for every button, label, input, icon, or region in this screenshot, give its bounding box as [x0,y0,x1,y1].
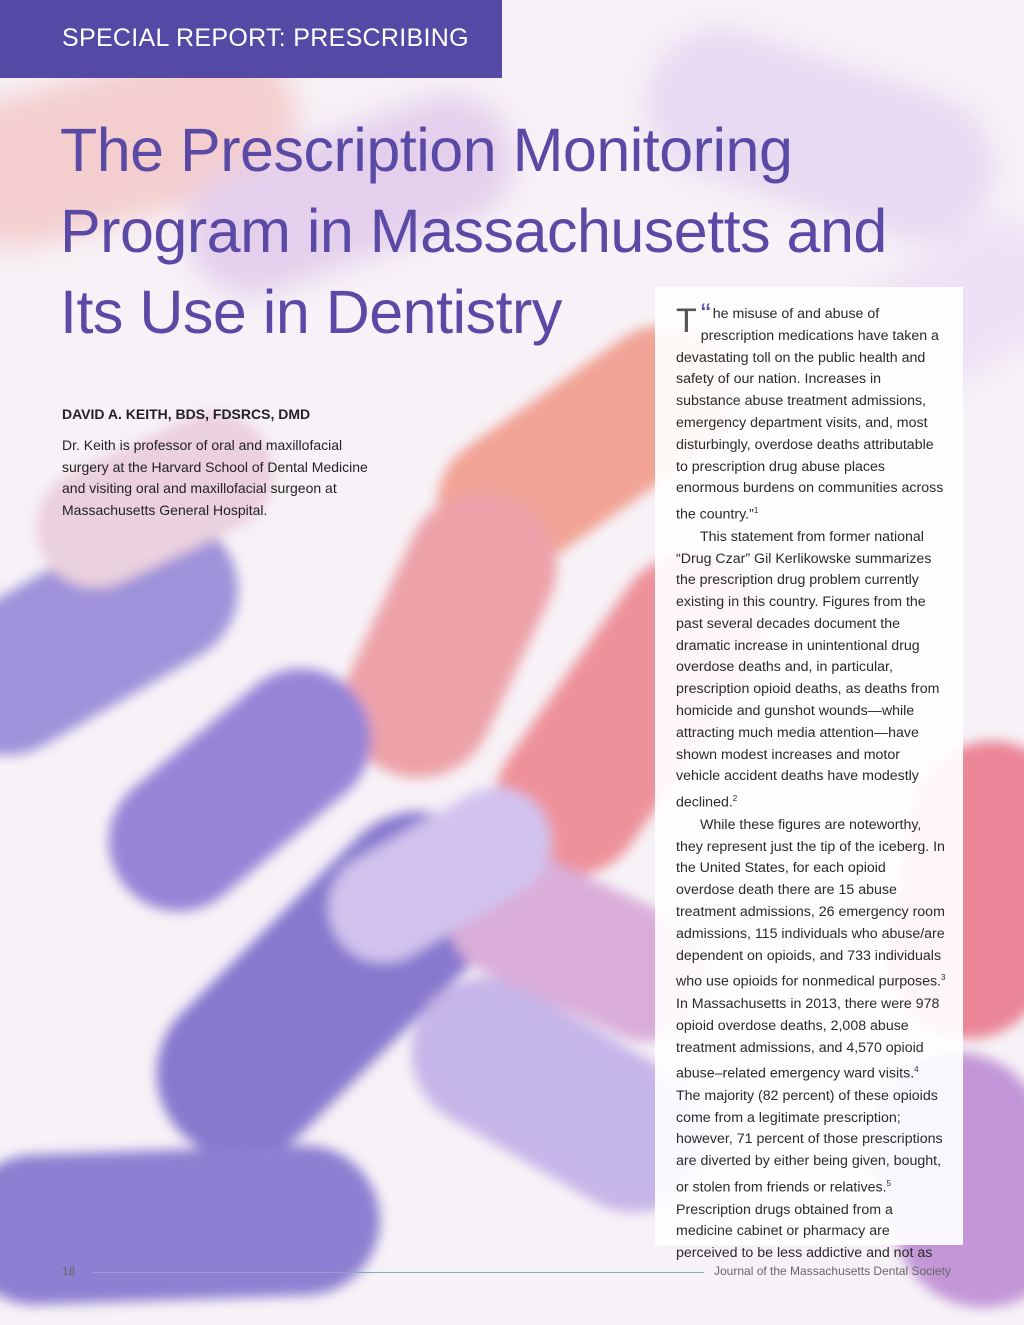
section-label: SPECIAL REPORT: PRESCRIBING [62,24,469,52]
drop-cap: T [676,302,697,340]
footnote-ref: 5 [886,1179,891,1189]
paragraph-text: he misuse of and abuse of prescription medications have taken a devastating toll on the public health and safety of our nation. Increases in substance abuse treatment admissions, emergency department visits, and, most disturbingly, overdose deaths attributable to prescription drug abuse places enormous burdens on communities across the country.” [676,306,944,523]
page-number: 18 [62,1264,76,1278]
article-title: The Prescription Monitoring Program in Massachusetts and Its Use in Dentistry [60,116,887,346]
footnote-ref: 3 [941,973,946,983]
footer-rule [92,1272,704,1273]
article-body [676,298,946,1265]
footnote-ref: 2 [732,794,738,804]
paragraph-text: Prescription drugs obtained from a medicine cabinet or pharmacy are perceived to be less addictive and not as [676,1201,933,1262]
journal-name: Journal of the Massachusetts Dental Society [714,1264,951,1278]
paragraph-text: The majority (82 percent) of these opioids come from a legitimate prescription; however, 71 percent of those prescriptions are diverted by either being given, bought, or stolen from friends or relatives. [676,1087,943,1196]
footnote-ref: 1 [753,506,759,516]
paragraph [676,815,946,1265]
author-bio: Dr. Keith is professor of oral and maxillofacial surgery at the Harvard School of Dental Medicine and visiting oral and maxillofacial surgeon at Massachusetts General Hospital. [62,437,368,519]
paragraph-text: This statement from former national “Drug Czar” Gil Kerlikowske summarizes the prescription drug problem currently existing in this country. Figures from the past several decades document the dramatic increase in unintentional drug overdose deaths and, in particular, prescription opioid deaths, as deaths from homicide and gunshot wounds—while attracting much media attention—have shown modest increases and motor vehicle accident deaths have modestly declined. [676,528,940,811]
paragraph [676,298,946,527]
paragraph [676,527,946,815]
section-banner [0,0,502,78]
paragraph-text: In Massachusetts in 2013, there were 978 opioid overdose deaths, 2,008 abuse treatment admissions, and 4,570 opioid abuse–related emergency ward visits. [676,995,940,1083]
footnote-ref: 4 [914,1065,919,1075]
author-name: DAVID A. KEITH, BDS, FDSRCS, DMD [62,406,311,422]
paragraph-text: While these figures are noteworthy, they represent just the tip of the iceberg. In the United States, for each opioid overdose death there are 15 abuse treatment admissions, 26 emergency room admissions, 115 individuals who abuse/are dependent on opioids, and 733 individuals who use opioids for nonmedical purposes. [676,816,945,991]
open-quote-mark: “ [700,298,711,331]
